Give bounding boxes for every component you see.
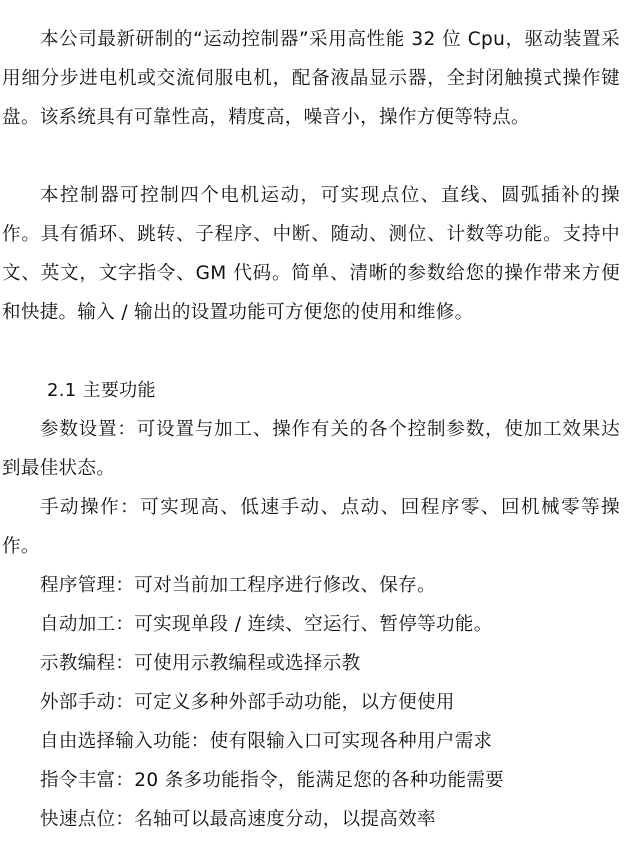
feature-program-management: 程序管理：可对当前加工程序进行修改、保存。 [40,575,436,596]
feature-rich-instructions: 指令丰富：20 条多功能指令，能满足您的各种功能需要 [40,770,505,791]
intro-paragraph-1: 本公司最新研制的“运动控制器”采用高性能 32 位 Cpu，驱动装置采用细分步进电机或交流伺服电机，配备液晶显示器，全封闭触摸式操作键盘。该系统具有可靠性高，精度高，噪音小，操作方便等特点。 [2,29,620,128]
section-heading: 2.1 主要功能 [47,380,156,401]
feature-parameter-settings: 参数设置：可设置与加工、操作有关的各个控制参数，使加工效果达到最佳状态。 [2,419,620,479]
feature-manual-operation: 手动操作：可实现高、低速手动、点动、回程序零、回机械零等操作。 [2,497,620,557]
intro-paragraph-2: 本控制器可控制四个电机运动，可实现点位、直线、圆弧插补的操作。具有循环、跳转、子程序、中断、随动、测位、计数等功能。支持中文、英文，文字指令、GM 代码。简单、清晰的参数给您的操作带来方便和快捷。输入 / 输出的设置功能可方便您的使用和维修。 [2,185,620,323]
feature-auto-machining: 自动加工：可实现单段 / 连续、空运行、暂停等功能。 [40,614,493,635]
feature-free-input-selection: 自由选择输入功能：使有限输入口可实现各种用户需求 [40,731,493,752]
feature-fast-positioning: 快速点位：名轴可以最高速度分动，以提高效率 [40,809,436,830]
feature-external-manual: 外部手动：可定义多种外部手动功能，以方便使用 [40,692,455,713]
feature-teach-programming: 示教编程：可使用示教编程或选择示教 [40,653,361,674]
